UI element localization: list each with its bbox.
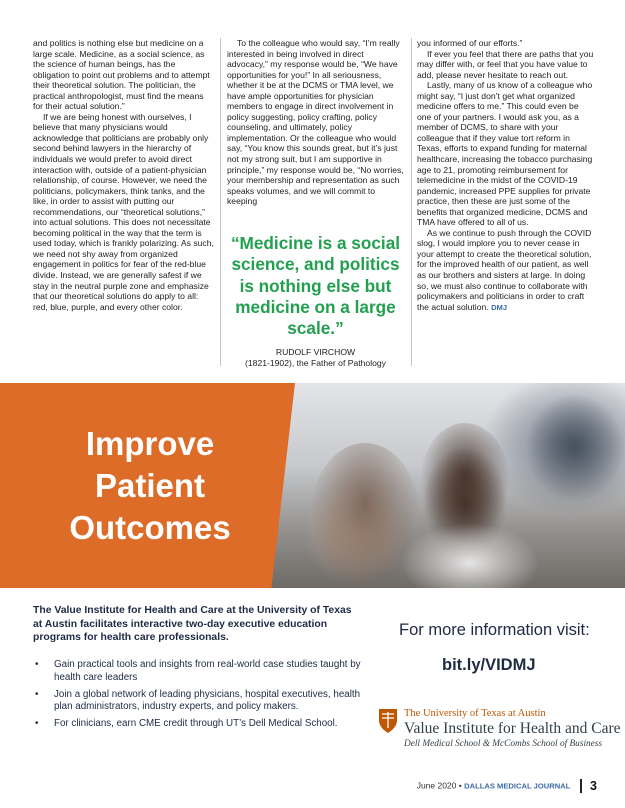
- logo-institute: Value Institute for Health and Care: [404, 720, 621, 737]
- article-paragraph: Lastly, many of us know of a colleague who might say, “I just don’t get what organized medicine offers to me.” This could even be one of your partners. I would ask you, as a member of DCMS, to share with your colleague that if they value tort reform in Texas, efforts to expand funding for maternal healthcare, increasing the tobacco purchasing age to 21, promoting reimbursement for telemedicine in the midst of the COVID-19 pandemic, increased PPE supplies for private practice, then these are just some of the benefits that organized medicine, DCMS and TMA have offered to all of us.: [417, 80, 593, 228]
- article-paragraph-text: As we continue to push through the COVID slog, I would implore you to never cease in your attempt to create the theoretical solution, for the improved health of our patient, as well as our brothers and sisters at large. In doing so, we must also continue to collaborate with policymakers and politicians in order to craft the actual solution.: [417, 227, 592, 312]
- ad-bullet-text: Gain practical tools and insights from real-world case studies taught by health care leaders: [54, 659, 361, 683]
- footer-date: June 2020: [416, 780, 457, 791]
- article-paragraph: you informed of our efforts.”: [417, 38, 523, 48]
- ad-headline-line: Patient: [94, 467, 206, 504]
- pull-quote-text: “Medicine is a social science, and politics is nothing else but medicine on a large scale.”: [230, 233, 401, 339]
- ad-headline: [50, 423, 250, 549]
- article-paragraph: If we are being honest with ourselves, I believe that many physicians would acknowledge that politicians are probably only second behind lawyers in the hierarchy of individuals we would prefer to avoid direct interaction with, outside of a patient-physician relationship, of course. However, we need the politicians, policymakers, think tanks, and the like, in order to assist with putting our recommendations, our “theoretical solutions,” into actual solutions. This does not necessitate becoming political in the way that the term is used today, which is frankly polarizing. As such, we need not shy away from organized engagement in politics for fear of the red-blue divide. Instead, we are generally safest if we stay in the neutral purple zone and emphasize that our theoretical solutions do apply to all: red, blue, purple, and every other color.: [33, 111, 214, 312]
- ad-headline-line: Improve: [85, 425, 215, 462]
- footer-journal: DALLAS MEDICAL JOURNAL: [464, 781, 571, 791]
- value-institute-logo: [378, 706, 621, 756]
- article-paragraph: [417, 228, 595, 313]
- page-footer: [417, 779, 597, 793]
- article-paragraph: and politics is nothing else but medicine on a large scale. Medicine, as a social science, as the science of human beings, has the obligation to point out problems and to attempt their theoretical solution. The politician, the practical anthropologist, must find the means for their actual solution.”: [33, 38, 210, 112]
- article-paragraph: To the colleague who would say, “I’m really interested in being involved in direct advocacy,” my response would be, “We have opportunities for you!” In all seriousness, whether it be at the DCMS or TMA level, we have ample opportunities for physician members to engage in direct involvement in policy suggesting, policy crafting, policy counseling, and ultimately, policy implementation. Or the colleague who would say, “You know this sounds great, but it’s just not my strong suit, but I am supportive in principle,” my response would be, “No worries, your membership and representation as such speaks volumes, and we will commit to keeping: [227, 38, 404, 207]
- ad-bullet-text: Join a global network of leading physicians, hospital executives, health plan administrators, industry experts, and policy makers.: [54, 688, 361, 713]
- bullet-icon: •: [35, 688, 39, 700]
- ad-photo: [270, 383, 625, 588]
- bullet-icon: •: [35, 659, 39, 670]
- quote-author-name: RUDOLF VIRCHOW: [275, 347, 356, 358]
- ad-bullet-item: [33, 689, 363, 715]
- quote-author-detail: (1821-1902), the Father of Pathology: [245, 358, 386, 369]
- article-column-2: [227, 38, 405, 207]
- more-info-label: For more information visit:: [399, 621, 590, 639]
- footer-bullet: •: [458, 780, 462, 791]
- ad-bullet-item: [33, 718, 363, 731]
- pull-quote: [226, 233, 405, 369]
- shield-icon: [378, 708, 398, 734]
- end-mark: DMJ: [491, 302, 508, 312]
- ad-bullet-item: [33, 659, 363, 685]
- ad-intro: The Value Institute for Health and Care at the University of Texas at Austin facilitates interactive two-day executive education programs for health care professionals.: [33, 605, 352, 643]
- column-divider: [220, 38, 221, 366]
- footer-divider: [580, 779, 582, 793]
- ad-headline-line: Outcomes: [69, 509, 231, 546]
- ad-bullet-text: For clinicians, earn CME credit through UT’s Dell Medical School.: [54, 718, 338, 730]
- pull-quote-attribution: [226, 347, 405, 369]
- bullet-icon: •: [35, 718, 39, 730]
- article-column-1: [33, 38, 214, 312]
- column-divider: [411, 38, 412, 366]
- article-paragraph: If ever you feel that there are paths that you may differ with, or feel that you have value to add, please never hesitate to reach out.: [417, 48, 594, 80]
- article-column-3: [417, 38, 595, 313]
- ad-banner: [0, 383, 625, 588]
- logo-schools: Dell Medical School & McCombs School of Business: [404, 739, 603, 749]
- logo-university: The University of Texas at Austin: [404, 708, 546, 719]
- page-number: 3: [590, 779, 597, 793]
- ad-bullet-list: [33, 659, 363, 735]
- more-info-link[interactable]: bit.ly/VIDMJ: [442, 656, 536, 674]
